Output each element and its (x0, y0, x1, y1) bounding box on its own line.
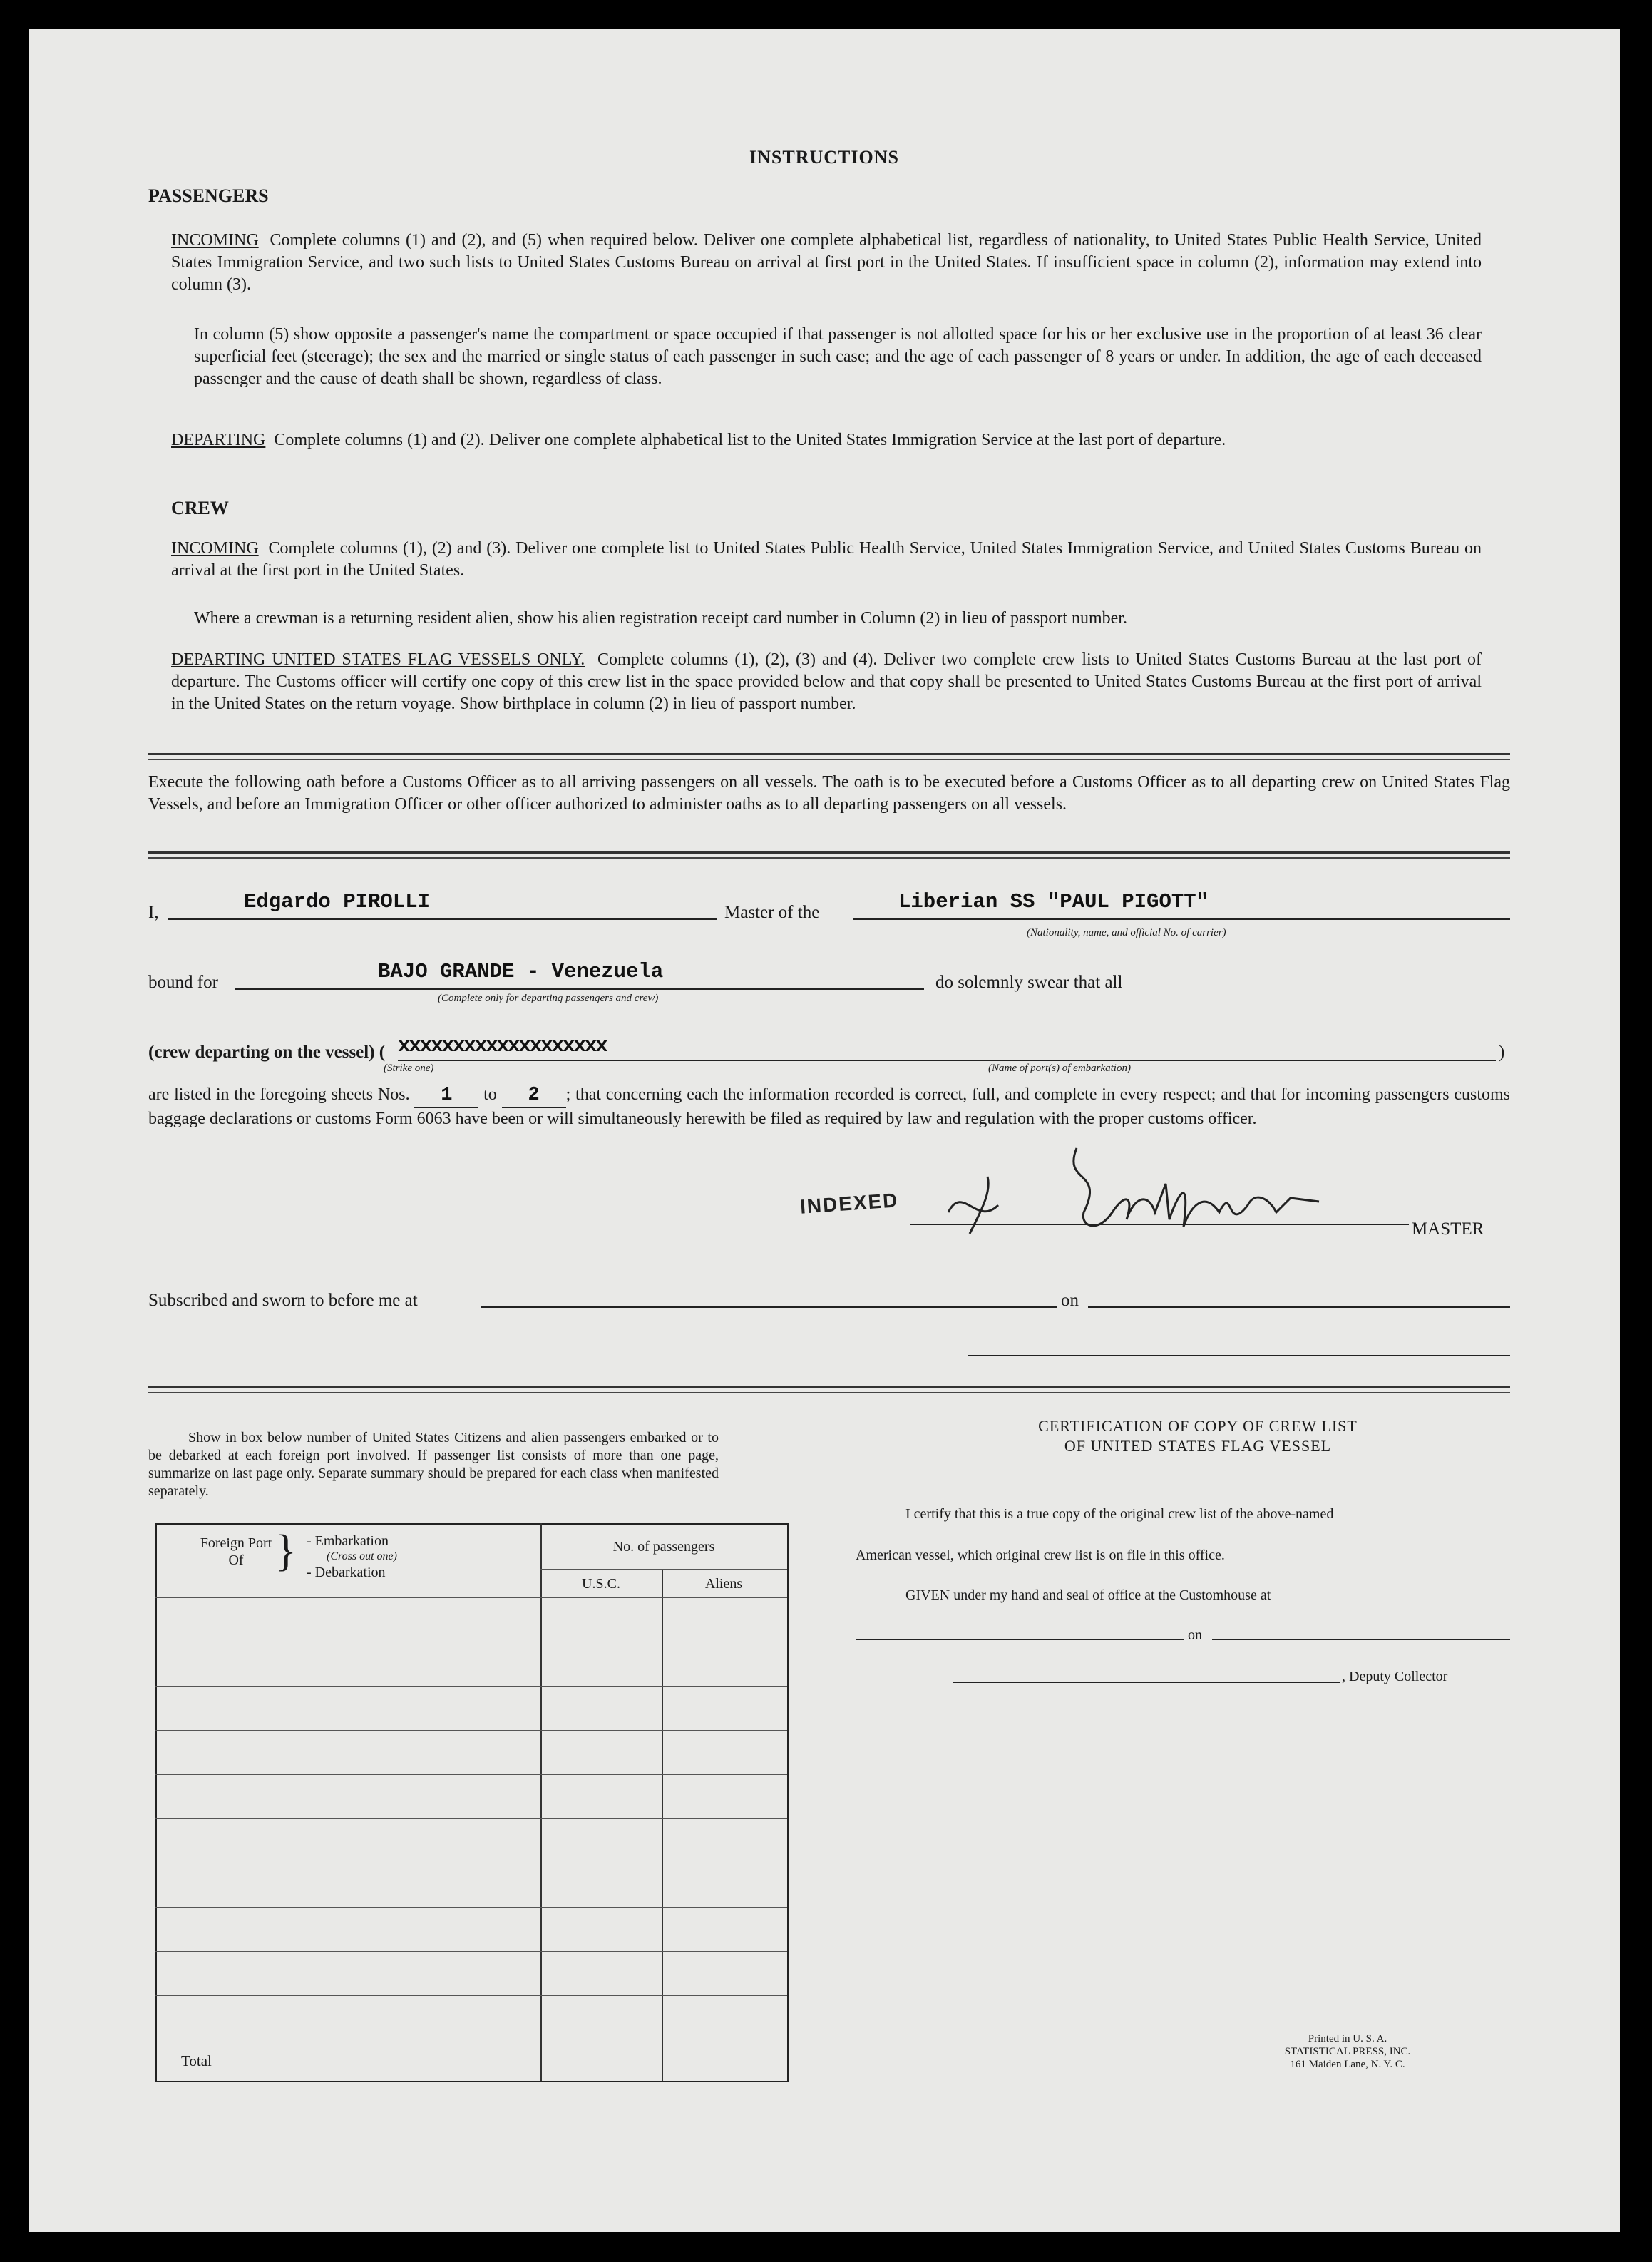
sheet-from (414, 1084, 478, 1108)
table-divider (662, 1569, 663, 2081)
divider (148, 1386, 1510, 1388)
customhouse-line (856, 1623, 1184, 1640)
printer-imprint (1241, 2032, 1455, 2071)
debarkation-label: - Debarkation (307, 1565, 386, 1580)
strike-caption: (Strike one) (384, 1063, 434, 1074)
sheets-label: are listed in the foregoing sheets Nos. (148, 1085, 410, 1104)
cross-out-label: (Cross out one) (327, 1550, 397, 1562)
passengers-departing-text: Complete columns (1) and (2). Deliver one complete alphabetical list to the United States Immigration Service at the last port of departure. (274, 431, 1226, 449)
aliens-header: Aliens (704, 1576, 743, 1592)
embarkation-label: - Embarkation (307, 1533, 389, 1549)
bound-for-label: bound for (148, 973, 218, 992)
deputy-signature-line (953, 1666, 1340, 1683)
ports-caption: (Name of port(s) of embarkation) (988, 1063, 1131, 1074)
printer-line1: Printed in U. S. A. (1308, 2033, 1387, 2044)
passengers-departing-paragraph (171, 429, 1482, 451)
master-name: Edgardo PIROLLI (244, 890, 431, 914)
table-header-bottom (155, 1597, 787, 1598)
table-row (155, 1995, 787, 1996)
master-signature-line (910, 1209, 1409, 1225)
subscribed-label: Subscribed and sworn to before me at (148, 1291, 418, 1310)
divider (148, 753, 1510, 755)
crew-departing-label: DEPARTING UNITED STATES FLAG VESSELS ONLY. (171, 650, 585, 669)
instructions-title: INSTRUCTIONS (749, 147, 899, 168)
indexed-stamp: INDEXED (799, 1189, 900, 1218)
document-page (29, 29, 1620, 2232)
summary-instructions: Show in box below number of United States Citizens and alien passengers embarked or to be debarked at each foreign port involved. If passenger list consists of more than one page, summarize on last page only. Separate summary should be prepared for each class when manifested separately. (148, 1430, 719, 1499)
close-paren: ) (1499, 1043, 1505, 1062)
table-row (155, 1730, 787, 1731)
printer-line2: STATISTICAL PRESS, INC. (1284, 2046, 1411, 2057)
foreign-port-of: Foreign Port Of (200, 1535, 272, 1568)
crew-incoming-text: Complete columns (1), (2) and (3). Deliver one complete list to United States Public Health Service, United States Immigration Service, and United States Customs Bureau on arrival at the first port in the United States. (171, 539, 1482, 580)
certification-title (870, 1416, 1526, 1456)
passengers-incoming-paragraph (171, 230, 1482, 296)
subscribed-place-line (481, 1286, 1057, 1308)
destination-caption: (Complete only for departing passengers and crew) (438, 993, 659, 1004)
oath-intro: Execute the following oath before a Customs Officer as to all arriving passengers on all vessels. The oath is to be executed before a Customs Officer as to all departing crew on United States Flag Vessels, and before an Immigration Officer or other officer authorized to administer oaths as to all departing passengers on all vessels. (148, 773, 1510, 814)
sheet-from-value: 1 (441, 1085, 453, 1106)
sheets-text (148, 1084, 1510, 1130)
vessel-name: Liberian SS "PAUL PIGOTT" (898, 890, 1209, 914)
total-label: Total (181, 2052, 212, 2069)
passengers-heading: PASSENGERS (148, 185, 269, 206)
crew-departing-text: Complete columns (1), (2), (3) and (4). Deliver two complete crew lists to United States Customs Bureau at the last port of departure. The Customs officer will certify one copy of this crew list in the space provided below and that copy shall be presented to United States Customs Bureau at the first port of arrival in the United States on the return voyage. Show birthplace in column (2) in lieu of passport number. (171, 650, 1482, 713)
summary-table (155, 1523, 789, 2082)
brace: } (275, 1527, 297, 1575)
sheet-to (502, 1084, 566, 1108)
master-of-label: Master of the (724, 903, 820, 922)
divider (148, 1392, 1510, 1393)
deputy-collector-label: , Deputy Collector (1342, 1669, 1448, 1684)
passengers-incoming-text: Complete columns (1) and (2), and (5) when required below. Deliver one complete alphabetical list, regardless of nationality, to United States Public Health Service, United States Immigration Service, and two such lists to United States Customs Bureau on arrival at first port in the United States. If insufficient space in column (2), information may extend into column (3). (171, 231, 1482, 294)
embarkation-option (307, 1533, 397, 1580)
printer-line3: 161 Maiden Lane, N. Y. C. (1290, 2059, 1405, 2070)
table-row (155, 1951, 787, 1952)
to-label: to (483, 1085, 497, 1104)
certification-text3: GIVEN under my hand and seal of office at the Customhouse at (905, 1587, 1271, 1603)
i-label: I, (148, 903, 159, 922)
crew-departing-label (148, 1043, 385, 1063)
sheets-paragraph (148, 1084, 1510, 1130)
sheet-to-value: 2 (528, 1085, 540, 1106)
struck-passengers-text: xxxxxxxxxxxxxxxxxxx (398, 1034, 607, 1058)
table-row (155, 1686, 787, 1687)
crew-incoming-label: INCOMING (171, 539, 259, 558)
passengers-departing-label: DEPARTING (171, 431, 266, 449)
officer-signature-line (968, 1335, 1510, 1356)
certification-text1: I certify that this is a true copy of the original crew list of the above-named (905, 1506, 1334, 1522)
table-row (155, 1818, 787, 1819)
ports-line (398, 1035, 1496, 1061)
table-row (155, 1907, 787, 1908)
subscribed-date-line (1088, 1286, 1510, 1308)
column5-paragraph: In column (5) show opposite a passenger's name the compartment or space occupied if that passenger is not allotted space for his or her exclusive use in the proportion of at least 36 clear superficial feet (steerage); the sex and the married or single status of each passenger in such case; and the age of each passenger of 8 years or under. In addition, the age of each deceased passenger and the cause of death shall be shown, regardless of class. (194, 325, 1482, 388)
crew-departing-text: (crew departing on the vessel) ( (148, 1043, 386, 1062)
table-divider (540, 1523, 542, 2081)
certification-on-label: on (1188, 1627, 1202, 1643)
certification-date-line (1212, 1623, 1510, 1640)
divider (148, 851, 1510, 854)
sheets-text-end: ; that concerning each the information recorded is correct, full, and complete in every respect; and that for incoming passengers customs baggage declarations or customs Form 6063 have been or will simultaneously herewith be filed as required by law and regulation with the proper customs officer. (148, 1085, 1510, 1128)
on-label: on (1061, 1291, 1079, 1310)
crew-resident-paragraph: Where a crewman is a returning resident alien, show his alien registration receipt card number in Column (2) in lieu of passport number. (194, 609, 1127, 628)
master-label: MASTER (1412, 1219, 1484, 1239)
passengers-incoming-label: INCOMING (171, 231, 259, 250)
certification-title-line1: CERTIFICATION OF COPY OF CREW LIST (1038, 1417, 1358, 1435)
no-of-passengers: No. of passengers (612, 1539, 715, 1555)
crew-incoming-paragraph (171, 538, 1482, 582)
table-row (155, 1774, 787, 1775)
certification-text2: American vessel, which original crew list is on file in this office. (856, 1547, 1225, 1563)
table-divider (540, 1569, 787, 1570)
swear-text: do solemnly swear that all (935, 973, 1123, 992)
master-signature (920, 1127, 1397, 1255)
certification-title-line2: OF UNITED STATES FLAG VESSEL (1064, 1437, 1332, 1455)
divider (148, 759, 1510, 760)
crew-departing-paragraph (171, 649, 1482, 715)
usc-header: U.S.C. (582, 1576, 620, 1592)
vessel-caption: (Nationality, name, and official No. of carrier) (1027, 927, 1226, 938)
crew-heading: CREW (171, 498, 229, 518)
destination: BAJO GRANDE - Venezuela (378, 960, 664, 983)
divider (148, 857, 1510, 859)
